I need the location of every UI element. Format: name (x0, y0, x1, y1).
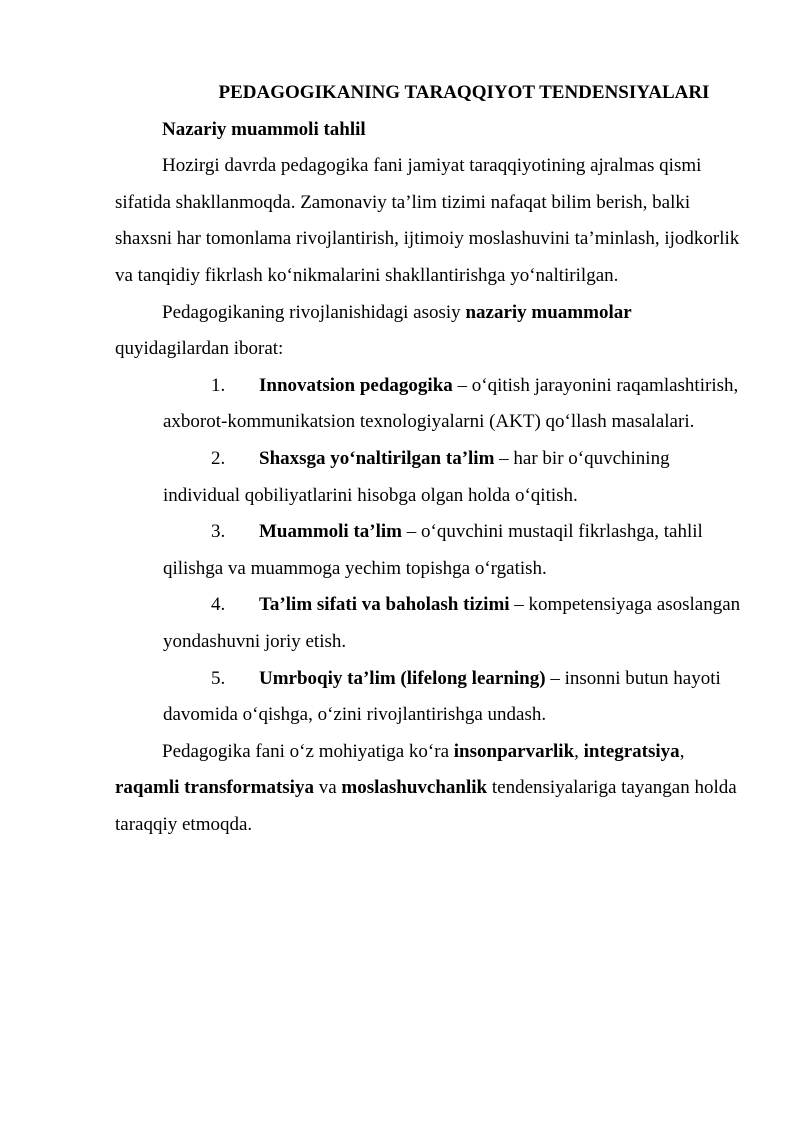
document-subtitle: Nazariy muammoli tahlil (162, 118, 366, 140)
conclusion-text: va (313, 777, 342, 799)
list-item-term: Innovatsion pedagogika (259, 374, 453, 396)
list-item-text: – o‘qitish jarayonini raqamlashtirish, axborot-kommunikatsion texnologiyalarni (AKT) qo‘llash masalalari. (163, 374, 739, 433)
list-item-text: – insonni butun hayoti davomida o‘qishga, o‘zini rivojlantirishga undash. (163, 667, 721, 726)
list-item-text: – har bir o‘quvchining individual qobiliyatlarini hisobga olgan holda o‘qitish. (163, 447, 670, 506)
list-item-number: 4. (211, 594, 226, 616)
problems-list (115, 368, 745, 734)
conclusion-bold-term: moslashuvchanlik (341, 777, 488, 799)
list-item-number: 2. (211, 447, 226, 469)
list-item-text: – o‘quvchini mustaqil fikrlashga, tahlil qilishga va muammoga yechim topishga o‘rgatish. (163, 521, 703, 579)
conclusion-bold-term: insonparvarlik (453, 740, 575, 762)
lead-bold-term: nazariy muammolar (465, 301, 632, 323)
document-body (115, 75, 745, 843)
conclusion-bold-term: raqamli transformatsiya (115, 777, 314, 799)
list-item-term: Ta’lim sifati va baholash tizimi (259, 594, 510, 616)
lead-text-after: quyidagilardan iborat: (115, 338, 284, 360)
list-item (163, 441, 745, 514)
document-title: PEDAGOGIKANING TARAQQIYOT TENDENSIYALARI (218, 82, 710, 103)
list-item (163, 587, 745, 660)
list-item (163, 368, 745, 441)
lead-paragraph (115, 295, 745, 368)
list-item-number: 3. (211, 521, 226, 543)
conclusion-bold-term: integratsiya (583, 740, 680, 762)
list-item (163, 661, 745, 734)
conclusion-text: , (679, 740, 685, 762)
list-item (163, 514, 745, 587)
conclusion-text: , (574, 740, 584, 762)
list-item-term: Muammoli ta’lim (259, 521, 403, 543)
lead-text-before: Pedagogikaning rivojlanishidagi asosiy (162, 301, 466, 323)
conclusion-text: Pedagogika fani o‘z mohiyatiga ko‘ra (162, 740, 454, 762)
list-item-number: 5. (211, 667, 226, 689)
list-item-term: Umrboqiy ta’lim (lifelong learning) (259, 667, 546, 689)
intro-paragraph: Hozirgi davrda pedagogika fani jamiyat taraqqiyotining ajralmas qismi sifatida shakllanmoqda. Zamonaviy ta’lim tizimi nafaqat bilim berish, balki shaxsni har tomonlama rivojlantirish, ijtimoiy moslashuvini ta’minlash, ijodkorlik va tanqidiy fikrlash ko‘nikmalarini shakllantirishga yo‘naltirilgan. (115, 155, 740, 286)
conclusion-paragraph (115, 734, 745, 844)
conclusion-text: tendensiyalariga tayangan holda taraqqiy etmoqda. (115, 777, 737, 835)
list-item-text: – kompetensiyaga asoslangan yondashuvni joriy etish. (163, 594, 741, 652)
list-item-term: Shaxsga yo‘naltirilgan ta’lim (259, 447, 495, 469)
list-item-number: 1. (211, 374, 226, 396)
